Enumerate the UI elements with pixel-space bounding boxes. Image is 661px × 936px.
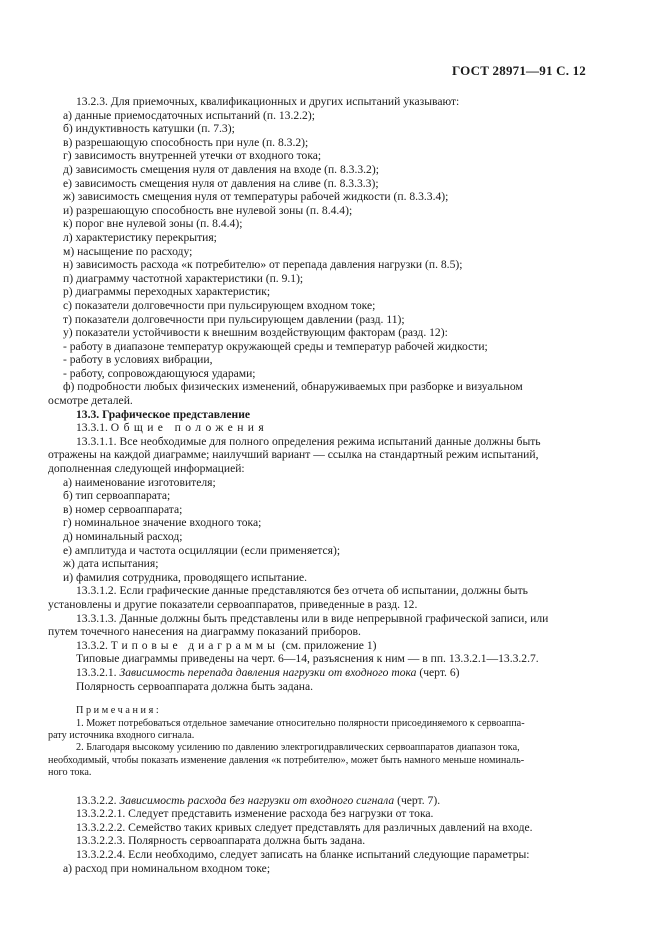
- list-item: - работу в диапазоне температур окружающей среды и температур рабочей жидкости;: [63, 339, 488, 353]
- list-item: - работу в условиях вибрации,: [63, 353, 213, 367]
- list-item: л) характеристику перекрытия;: [63, 230, 217, 244]
- list-item: а) расход при номинальном входном токе;: [63, 861, 271, 875]
- list-item: д) номинальный расход;: [63, 530, 183, 543]
- list-item: в) разрешающую способность при нуле (п. 8.3.2);: [63, 135, 309, 149]
- notes-heading: Примечания:: [76, 705, 162, 717]
- section-heading-13-3-1: 13.3.1. Общие положения: [76, 421, 269, 435]
- spacer: [76, 693, 584, 705]
- paragraph-13-3-2-2-3: 13.3.2.2.3. Полярность сервоаппарата должна быть задана.: [76, 834, 366, 848]
- list-item: г) зависимость внутренней утечки от входного тока;: [63, 149, 322, 163]
- list-item: ж) дата испытания;: [63, 557, 159, 571]
- paragraph-13-3-2-2-4: 13.3.2.2.4. Если необходимо, следует записать на бланке испытаний следующие параметры:: [76, 847, 530, 861]
- section-13-2-3: 13.2.3. Для приемочных, квалификационных и других испытаний указывают:: [76, 95, 460, 108]
- paragraph-13-3-1-2: 13.3.1.2. Если графические данные представляются без отчета об испытании, должны быть установлены и другие показатели сервоаппаратов, приведенные в разд. 12.: [48, 584, 528, 611]
- section-heading-13-3: 13.3. Графическое представление: [76, 407, 251, 421]
- paragraph-13-3-2-1: 13.3.2.1. Зависимость перепада давления нагрузки от входного тока (черт. 6): [76, 665, 460, 679]
- paragraph-13-3-2-2-1: 13.3.2.2.1. Следует представить изменение расхода без нагрузки от тока.: [76, 807, 434, 821]
- list-item: т) показатели долговечности при пульсирующем давлении (разд. 11);: [63, 312, 405, 326]
- list-item: п) диаграмму частотной характеристики (п. 9.1);: [63, 271, 304, 285]
- document-body: [48, 95, 584, 875]
- list-item: а) данные приемосдаточных испытаний (п. 13.2.2);: [63, 108, 315, 122]
- list-item: - работу, сопровождающуюся ударами;: [63, 366, 256, 380]
- list-item: р) диаграммы переходных характеристик;: [63, 285, 271, 299]
- list-13-2-3: [48, 108, 584, 408]
- paragraph-13-3-2: Типовые диаграммы приведены на черт. 6—14, разъяснения к ним — в пп. 13.3.2.1—13.3.2.7.: [76, 652, 539, 666]
- list-item: б) тип сервоаппарата;: [63, 489, 171, 503]
- paragraph-13-3-2-2-2: 13.3.2.2.2. Семейство таких кривых следует представлять для различных давлений на входе.: [76, 820, 533, 834]
- list-item: д) зависимость смещения нуля от давления на входе (п. 8.3.3.2);: [63, 162, 379, 176]
- paragraph-13-3-2-2: 13.3.2.2. Зависимость расхода без нагрузки от входного сигнала (черт. 7).: [76, 793, 441, 807]
- list-item: а) наименование изготовителя;: [63, 475, 216, 489]
- page-header: ГОСТ 28971—91 С. 12: [452, 63, 586, 78]
- list-item: у) показатели устойчивости к внешним воздействующим факторам (разд. 12):: [63, 326, 448, 340]
- list-item: ж) зависимость смещения нуля от температуры рабочей жидкости (п. 8.3.3.4);: [63, 190, 449, 204]
- list-item: н) зависимость расхода «к потребителю» от перепада давления нагрузки (п. 8.5);: [63, 258, 463, 272]
- list-item: с) показатели долговечности при пульсирующем входном токе;: [63, 298, 376, 312]
- list-item: и) разрешающую способность вне нулевой зоны (п. 8.4.4);: [63, 203, 353, 217]
- spacer: [76, 780, 584, 794]
- notes-block: [48, 705, 584, 779]
- section-heading-13-3-2: 13.3.2. Типовые диаграммы (см. приложение 1): [76, 638, 377, 652]
- paragraph-13-3-1-1: 13.3.1.1. Все необходимые для полного определения режима испытаний данные должны быть отражены на каждой диаграмме; наилучший вариант — ссылка на стандартный режим испытаний, дополненная следующей информацией:: [48, 434, 541, 476]
- list-item: к) порог вне нулевой зоны (п. 8.4.4);: [63, 217, 243, 231]
- list-item: ф) подробности любых физических изменений, обнаруживаемых при разборке и визуальном: [63, 380, 523, 394]
- list-item: е) зависимость смещения нуля от давления на сливе (п. 8.3.3.3);: [63, 176, 379, 190]
- list-item: м) насыщение по расходу;: [63, 244, 193, 258]
- paragraph-polarity: Полярность сервоаппарата должна быть задана.: [76, 679, 314, 693]
- note-1: 1. Может потребоваться отдельное замечание относительно полярности присоединяемого к сервоаппа- рату источника входного сигнала.: [48, 717, 525, 741]
- list-item: в) номер сервоаппарата;: [63, 502, 183, 516]
- list-13-3-1-1: [63, 475, 584, 585]
- list-item: и) фамилия сотрудника, проводящего испытание.: [63, 570, 308, 584]
- list-item: г) номинальное значение входного тока;: [63, 516, 262, 530]
- note-2: 2. Благодаря высокому усилению по давлению электрогидравлических сервоаппаратов диапазон тока, необходимый, чтобы показать изменение давления «к потребителю», может быть намного меньше номиналь- ного тока.: [48, 742, 525, 779]
- paragraph-13-3-1-3: 13.3.1.3. Данные должны быть представлены или в виде непрерывной графической записи, или путем точечного нанесения на диаграмму показаний приборов.: [48, 611, 549, 639]
- list-item: б) индуктивность катушки (п. 7.3);: [63, 122, 235, 136]
- list-item: е) амплитуда и частота осцилляции (если применяется);: [63, 543, 341, 557]
- list-item-continuation: осмотре деталей.: [48, 394, 133, 408]
